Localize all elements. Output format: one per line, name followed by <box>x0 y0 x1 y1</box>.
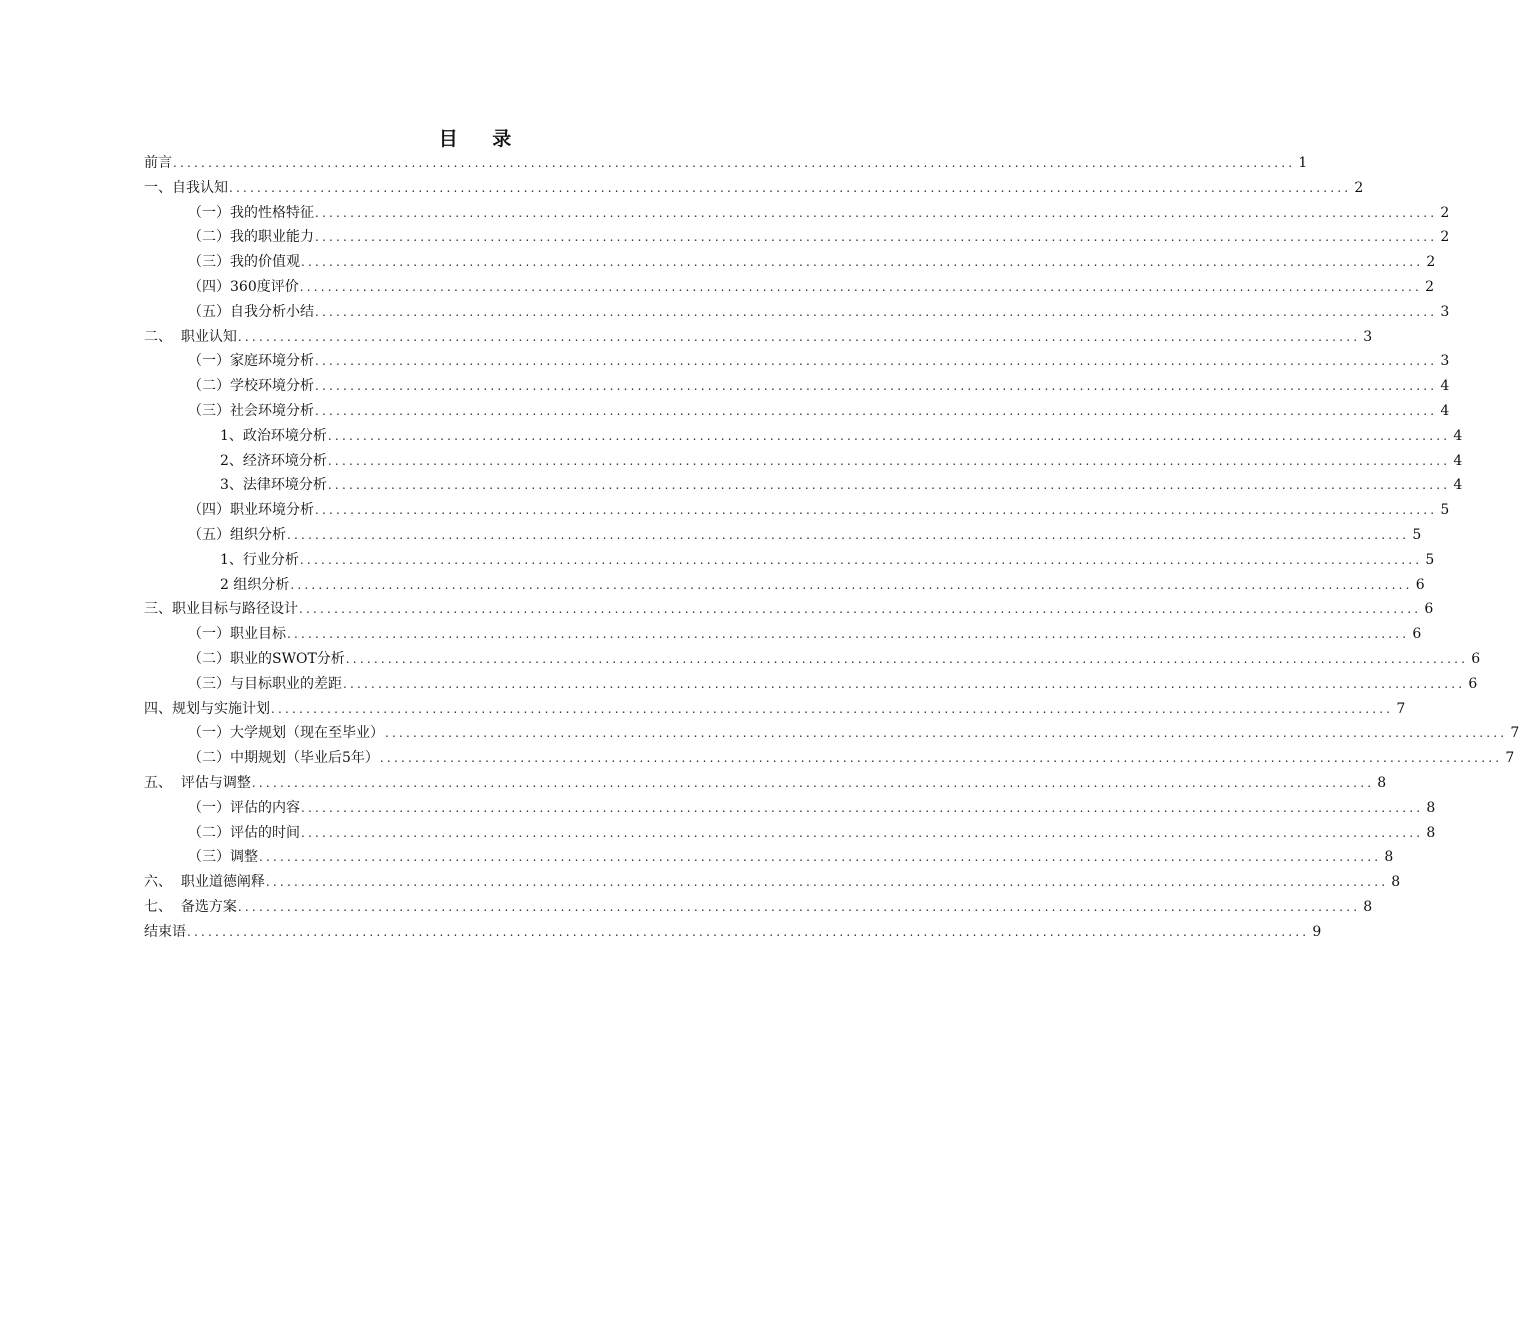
toc-entry-page-number: 2 <box>1425 278 1435 295</box>
toc-entry[interactable] <box>144 895 1373 920</box>
toc-entry-page-number: 2 <box>1354 179 1364 196</box>
toc-entry-page-number: 4 <box>1440 378 1450 395</box>
toc-dot-leader: ................................................................................................................................................................ <box>301 255 1424 270</box>
toc-dot-leader: ................................................................................................................................................................ <box>265 875 1389 890</box>
toc-dot-leader: ................................................................................................................................................................ <box>287 627 1410 642</box>
toc-dot-leader: ................................................................................................................................................................ <box>315 230 1438 245</box>
toc-dot-leader: ................................................................................................................................................................ <box>301 800 1424 815</box>
toc-title: 目 录 <box>438 128 526 150</box>
toc-entry-page-number: 8 <box>1377 774 1387 791</box>
toc-entry-label: 结束语 <box>144 923 186 940</box>
toc-dot-leader: ................................................................................................................................................................ <box>237 899 1361 914</box>
toc-dot-leader: ................................................................................................................................................................ <box>315 503 1438 518</box>
toc-entry-label: 一、自我认知 <box>144 179 228 196</box>
toc-entry[interactable] <box>144 424 1463 449</box>
toc-entry[interactable] <box>144 771 1387 796</box>
toc-entry-page-number: 6 <box>1412 626 1422 643</box>
toc-entry[interactable] <box>144 697 1406 722</box>
toc-dot-leader: ................................................................................................................................................................ <box>385 726 1508 741</box>
toc-entry-label: （三）我的价值观 <box>188 254 300 271</box>
toc-entry-label: （一）我的性格特征 <box>188 204 314 221</box>
toc-entry[interactable] <box>144 300 1450 325</box>
toc-entry-page-number: 4 <box>1453 452 1463 469</box>
toc-entry[interactable] <box>144 349 1450 374</box>
toc-entry[interactable] <box>144 920 1322 945</box>
toc-entry[interactable] <box>144 250 1436 275</box>
toc-dot-leader: ................................................................................................................................................................ <box>315 205 1438 220</box>
toc-entry[interactable] <box>144 845 1394 870</box>
toc-entry-page-number: 6 <box>1471 650 1481 667</box>
toc-entry-label: （一）家庭环境分析 <box>188 353 314 370</box>
toc-entry[interactable] <box>144 449 1463 474</box>
toc-entry[interactable] <box>144 870 1401 895</box>
toc-entry-page-number: 5 <box>1425 551 1435 568</box>
toc-entry[interactable] <box>144 225 1450 250</box>
toc-dot-leader: ................................................................................................................................................................ <box>173 156 1296 170</box>
toc-entry-page-number: 6 <box>1415 576 1425 593</box>
toc-entry-page-number: 3 <box>1363 328 1373 345</box>
toc-dot-leader: ................................................................................................................................................................ <box>187 924 1310 939</box>
toc-entry-page-number: 4 <box>1453 477 1463 494</box>
toc-entry-page-number: 7 <box>1505 750 1515 767</box>
toc-entry-label: （三）与目标职业的差距 <box>188 675 342 692</box>
toc-entry-page-number: 2 <box>1440 229 1450 246</box>
toc-entry[interactable] <box>144 746 1515 771</box>
toc-dot-leader: ................................................................................................................................................................ <box>315 354 1438 369</box>
toc-dot-leader: ................................................................................................................................................................ <box>315 379 1438 394</box>
toc-entry[interactable] <box>144 176 1364 201</box>
toc-dot-leader: ................................................................................................................................................................ <box>315 304 1438 319</box>
toc-entry[interactable] <box>144 647 1481 672</box>
toc-entry[interactable] <box>144 325 1373 350</box>
toc-entry-label: 六、 职业道德阐释 <box>144 874 265 891</box>
toc-entry-label: （一）评估的内容 <box>188 799 300 816</box>
toc-entry[interactable] <box>144 622 1422 647</box>
toc-dot-leader: ................................................................................................................................................................ <box>237 329 1361 344</box>
toc-entry[interactable] <box>144 721 1519 746</box>
toc-entry[interactable] <box>144 523 1422 548</box>
toc-entry-page-number: 5 <box>1412 526 1422 543</box>
toc-entry-label: 五、 评估与调整 <box>144 774 251 791</box>
toc-entry[interactable] <box>144 498 1450 523</box>
toc-dot-leader: ................................................................................................................................................................ <box>299 552 1423 567</box>
toc-dot-leader: ................................................................................................................................................................ <box>287 527 1410 542</box>
toc-dot-leader: ................................................................................................................................................................ <box>299 279 1423 294</box>
toc-entry[interactable] <box>144 796 1436 821</box>
toc-entry-page-number: 7 <box>1396 700 1406 717</box>
toc-entry-page-number: 8 <box>1391 874 1401 891</box>
toc-entry-label: 1、政治环境分析 <box>220 427 327 444</box>
toc-dot-leader: ................................................................................................................................................................ <box>327 478 1451 493</box>
toc-entry[interactable] <box>144 821 1436 846</box>
toc-entry[interactable] <box>144 473 1463 498</box>
toc-entry-label: 3、法律环境分析 <box>220 477 327 494</box>
toc-entry-page-number: 8 <box>1384 849 1394 866</box>
toc-dot-leader: ................................................................................................................................................................ <box>315 403 1438 418</box>
toc-entry[interactable] <box>144 374 1450 399</box>
toc-entry-label: 前言 <box>144 155 172 171</box>
toc-dot-leader: ................................................................................................................................................................ <box>290 577 1413 592</box>
toc-entry-label: （一）职业目标 <box>188 626 286 643</box>
toc-entry-label: （二）评估的时间 <box>188 824 300 841</box>
toc-dot-leader: ................................................................................................................................................................ <box>327 453 1451 468</box>
toc-entry-page-number: 9 <box>1312 923 1322 940</box>
toc-entry[interactable] <box>144 275 1435 300</box>
toc-dot-leader: ................................................................................................................................................................ <box>345 651 1469 666</box>
toc-dot-leader: ................................................................................................................................................................ <box>299 602 1422 617</box>
toc-entry[interactable] <box>144 573 1425 598</box>
toc-entry-page-number: 2 <box>1440 204 1450 221</box>
toc-entry-page-number: 7 <box>1510 725 1519 742</box>
toc-dot-leader: ................................................................................................................................................................ <box>271 701 1394 716</box>
toc-entry-page-number: 3 <box>1440 353 1450 370</box>
toc-entry-label: 2 组织分析 <box>220 576 290 593</box>
toc-entry-page-number: 8 <box>1426 824 1436 841</box>
toc-entry-page-number: 5 <box>1440 502 1450 519</box>
toc-entry-label: 1、行业分析 <box>220 551 299 568</box>
toc-entry-label: （三）调整 <box>188 849 258 866</box>
toc-entry[interactable] <box>144 672 1478 697</box>
toc-entry-label: （一）大学规划（现在至毕业） <box>188 725 384 742</box>
toc-dot-leader: ................................................................................................................................................................ <box>379 751 1503 766</box>
toc-entry[interactable] <box>144 201 1450 226</box>
toc-entry-label: （三）社会环境分析 <box>188 402 314 419</box>
toc-dot-leader: ................................................................................................................................................................ <box>301 825 1424 840</box>
toc-dot-leader: ................................................................................................................................................................ <box>251 775 1375 790</box>
toc-dot-leader: ................................................................................................................................................................ <box>343 676 1466 691</box>
toc-entry-page-number: 2 <box>1426 254 1436 271</box>
table-of-contents <box>144 151 1519 945</box>
toc-entry-label: （五）自我分析小结 <box>188 303 314 320</box>
toc-dot-leader: ................................................................................................................................................................ <box>229 180 1352 195</box>
toc-dot-leader: ................................................................................................................................................................ <box>259 850 1382 865</box>
toc-entry-label: （二）我的职业能力 <box>188 229 314 246</box>
toc-entry-page-number: 1 <box>1298 155 1308 171</box>
toc-entry[interactable] <box>144 151 1308 176</box>
toc-entry-page-number: 8 <box>1363 898 1373 915</box>
toc-entry-label: 四、规划与实施计划 <box>144 700 270 717</box>
toc-entry-label: （五）组织分析 <box>188 526 286 543</box>
toc-entry-label: （四）360度评价 <box>188 278 299 295</box>
toc-entry-label: 二、 职业认知 <box>144 328 237 345</box>
toc-entry-page-number: 8 <box>1426 799 1436 816</box>
toc-entry-page-number: 3 <box>1440 303 1450 320</box>
toc-entry-label: （二）中期规划（毕业后5年） <box>188 750 379 767</box>
toc-entry[interactable] <box>144 548 1435 573</box>
toc-entry[interactable] <box>144 399 1450 424</box>
toc-entry-label: 2、经济环境分析 <box>220 452 327 469</box>
toc-entry-label: 三、职业目标与路径设计 <box>144 601 298 618</box>
toc-entry[interactable] <box>144 597 1434 622</box>
toc-entry-page-number: 6 <box>1424 601 1434 618</box>
toc-entry-page-number: 4 <box>1453 427 1463 444</box>
toc-entry-label: （二）职业的SWOT分析 <box>188 650 345 667</box>
toc-entry-page-number: 6 <box>1468 675 1478 692</box>
toc-entry-label: （四）职业环境分析 <box>188 502 314 519</box>
toc-dot-leader: ................................................................................................................................................................ <box>327 428 1451 443</box>
toc-entry-label: （二）学校环境分析 <box>188 378 314 395</box>
toc-entry-page-number: 4 <box>1440 402 1450 419</box>
toc-entry-label: 七、 备选方案 <box>144 898 237 915</box>
